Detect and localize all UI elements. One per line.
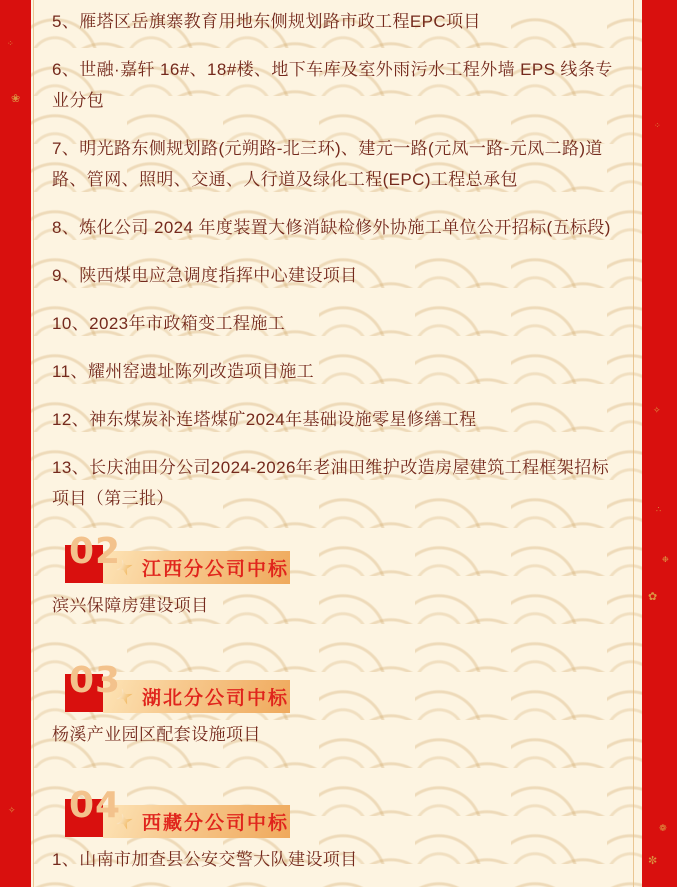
section-header (52, 785, 624, 838)
ornament-snow-icon: ❉ (662, 555, 669, 564)
project-item: 6、世融·嘉轩 16#、18#楼、地下车库及室外雨污水工程外墙 EPS 线条专业分包 (52, 60, 613, 110)
project-item: 13、长庆油田分公司2024-2026年老油田维护改造房屋建筑工程框架招标项目（第三批） (52, 458, 610, 508)
project-item: 杨溪产业园区配套设施项目 (52, 725, 261, 744)
section-hubei (52, 660, 624, 750)
section-number: 03 (69, 660, 122, 701)
project-item: 9、陕西煤电应急调度指挥中心建设项目 (52, 266, 358, 285)
inner-frame-line-left (33, 0, 34, 887)
section-title: 湖北分公司中标 (142, 688, 290, 709)
ornament-sparkle-icon: ✧ (8, 805, 16, 815)
section-banner (103, 680, 290, 713)
section-xizang (52, 785, 624, 875)
project-item: 11、耀州窑遗址陈列改造项目施工 (52, 362, 315, 381)
project-item: 10、2023年市政箱变工程施工 (52, 314, 286, 333)
ornament-bud-icon: ❁ (659, 823, 667, 833)
content-area (31, 0, 642, 887)
ornament-dots-icon: ⁘ (654, 121, 661, 130)
ornament-flower-icon: ❀ (11, 93, 21, 105)
left-red-border (0, 0, 31, 887)
ornament-dots-icon: ⁘ (7, 39, 14, 48)
project-item: 滨兴保障房建设项目 (52, 596, 209, 615)
section-title: 西藏分公司中标 (142, 813, 290, 834)
ornament-sparkle-icon: ✧ (653, 405, 661, 415)
project-item: 7、明光路东侧规划路(元朔路-北三环)、建元一路(元凤一路-元凤二路)道路、管网、照明、交通、人行道及绿化工程(EPC)工程总承包 (52, 139, 603, 189)
ornament-floret-icon: ✿ (648, 591, 658, 603)
section-banner (103, 805, 290, 838)
project-item: 12、神东煤炭补连塔煤矿2024年基础设施零星修缮工程 (52, 410, 477, 429)
project-item: 8、炼化公司 2024 年度装置大修消缺检修外协施工单位公开招标(五标段) (52, 218, 611, 237)
project-item: 1、山南市加查县公安交警大队建设项目 (52, 850, 358, 869)
section-number: 04 (69, 785, 122, 826)
ornament-tridots-icon: ∴ (656, 505, 662, 514)
right-red-border (642, 0, 677, 887)
section-header (52, 660, 624, 713)
section-header (52, 531, 624, 584)
project-item: 5、雁塔区岳旗寨教育用地东侧规划路市政工程EPC项目 (52, 12, 481, 31)
section-number: 02 (69, 531, 122, 572)
project-list-top (52, 6, 624, 514)
ornament-cluster-icon: ✼ (648, 855, 658, 867)
inner-frame-line-right (633, 0, 634, 887)
section-banner (103, 551, 290, 584)
section-title: 江西分公司中标 (142, 559, 290, 580)
section-jiangxi (52, 531, 624, 621)
